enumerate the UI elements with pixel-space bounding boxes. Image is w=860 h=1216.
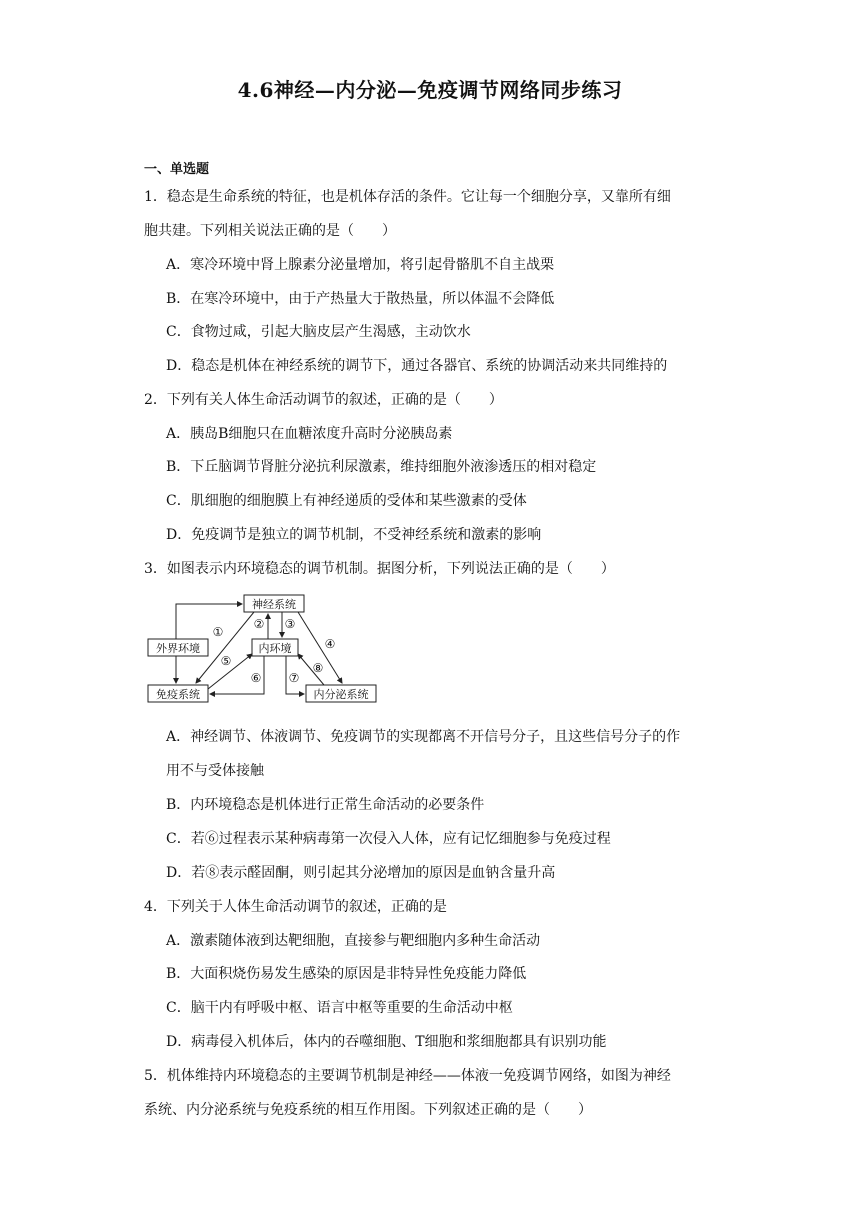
question-2-option-d: D．免疫调节是独立的调节机制，不受神经系统和激素的影响 xyxy=(166,527,542,543)
question-3-option-b: B．内环境稳态是机体进行正常生命活动的必要条件 xyxy=(166,797,485,813)
question-3-option-a-line-2: 用不与受体接触 xyxy=(166,763,264,779)
question-1-option-b: B．在寒冷环境中，由于产热量大于散热量，所以体温不会降低 xyxy=(166,291,555,307)
node-nervous: 神经系统 xyxy=(252,598,296,611)
arrow-1 xyxy=(196,612,254,683)
question-4-option-d: D．病毒侵入机体后，体内的吞噬细胞、T细胞和浆细胞都具有识别功能 xyxy=(166,1034,607,1050)
node-immune: 免疫系统 xyxy=(156,688,200,701)
question-3-option-a-line-1: A．神经调节、体液调节、免疫调节的实现都离不开信号分子，且这些信号分子的作 xyxy=(166,729,681,745)
label-4: ④ xyxy=(324,637,336,651)
label-7: ⑦ xyxy=(288,671,300,685)
question-1-option-c: C．食物过咸，引起大脑皮层产生渴感，主动饮水 xyxy=(166,324,471,340)
question-2-option-c: C．肌细胞的细胞膜上有神经递质的受体和某些激素的受体 xyxy=(166,493,527,509)
question-1-option-a: A．寒冷环境中肾上腺素分泌量增加，将引起骨骼肌不自主战栗 xyxy=(166,257,555,273)
homeostasis-diagram xyxy=(146,590,378,708)
question-2-option-a: A．胰岛B细胞只在血糖浓度升高时分泌胰岛素 xyxy=(166,426,453,442)
question-5-stem-line-2: 系统、内分泌系统与免疫系统的相互作用图。下列叙述正确的是（ ） xyxy=(144,1102,592,1118)
node-internal: 内环境 xyxy=(258,642,292,655)
label-5: ⑤ xyxy=(220,654,232,668)
question-2-stem: 2．下列有关人体生命活动调节的叙述，正确的是（ ） xyxy=(144,392,503,408)
node-endocrine: 内分泌系统 xyxy=(313,688,369,701)
question-4-option-b: B．大面积烧伤易发生感染的原因是非特异性免疫能力降低 xyxy=(166,966,527,982)
question-2-option-b: B．下丘脑调节肾脏分泌抗利尿激素，维持细胞外液渗透压的相对稳定 xyxy=(166,459,597,475)
question-3-option-d: D．若⑧表示醛固酮，则引起其分泌增加的原因是血钠含量升高 xyxy=(166,865,556,881)
question-4-option-a: A．激素随体液到达靶细胞，直接参与靶细胞内多种生命活动 xyxy=(166,933,541,949)
question-1-stem-line-2: 胞共建。下列相关说法正确的是（ ） xyxy=(144,223,396,239)
question-4-stem: 4．下列关于人体生命活动调节的叙述，正确的是 xyxy=(144,899,447,915)
question-5-stem-line-1: 5．机体维持内环境稳态的主要调节机制是神经——体液一免疫调节网络，如图为神经 xyxy=(144,1068,671,1084)
question-4-option-c: C．脑干内有呼吸中枢、语言中枢等重要的生命活动中枢 xyxy=(166,1000,513,1016)
label-1: ① xyxy=(212,625,224,639)
label-8: ⑧ xyxy=(312,661,324,675)
label-2: ② xyxy=(253,617,265,631)
arrow-external-to-nervous xyxy=(176,604,242,639)
node-external: 外界环境 xyxy=(156,642,200,655)
question-3-stem: 3．如图表示内环境稳态的调节机制。据图分析，下列说法正确的是（ ） xyxy=(144,561,615,577)
label-3: ③ xyxy=(284,617,296,631)
question-3-option-c: C．若⑥过程表示某种病毒第一次侵入人体，应有记忆细胞参与免疫过程 xyxy=(166,831,611,847)
section-heading: 一、单选题 xyxy=(144,162,210,177)
question-1-stem-line-1: 1．稳态是生命系统的特征，也是机体存活的条件。它让每一个细胞分享，又靠所有细 xyxy=(144,189,671,205)
question-1-option-d: D．稳态是机体在神经系统的调节下，通过各器官、系统的协调活动来共同维持的 xyxy=(166,358,668,374)
page-title: 4.6神经—内分泌—免疫调节网络同步练习 xyxy=(237,78,623,102)
label-6: ⑥ xyxy=(250,671,262,685)
